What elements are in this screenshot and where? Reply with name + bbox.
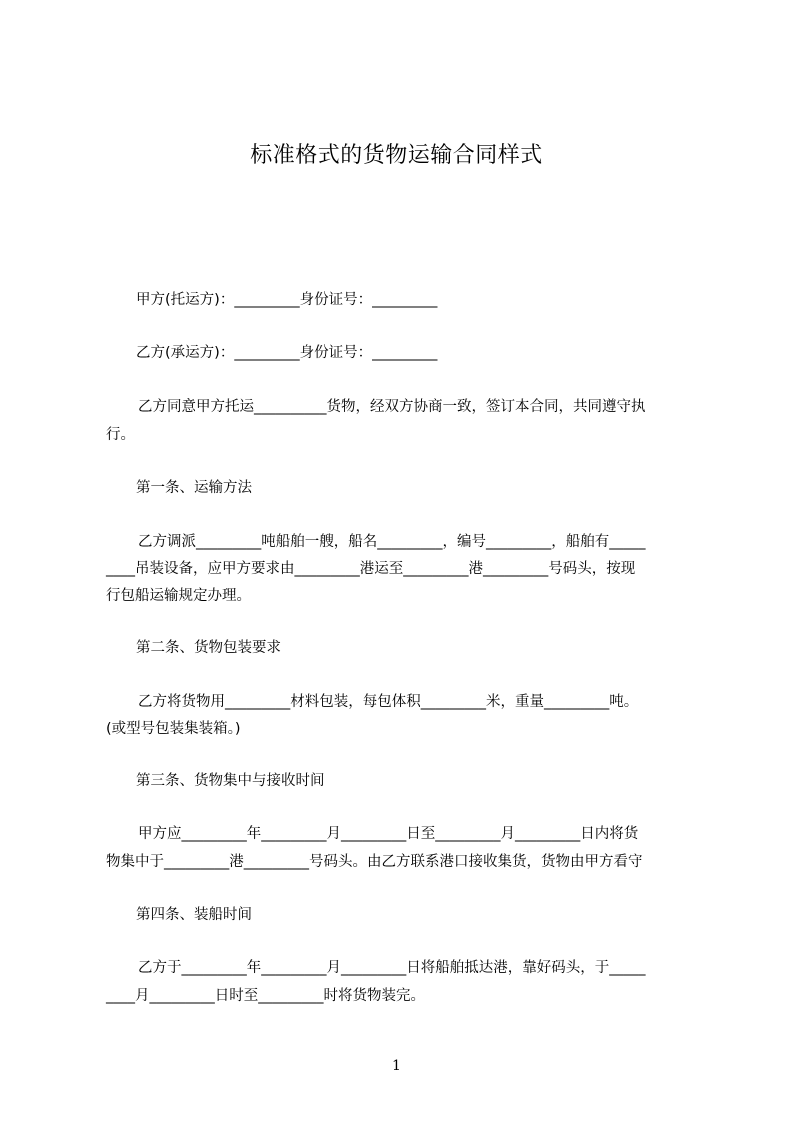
article-1-line-3: 行包船运输规定办理。 [106, 588, 251, 604]
party-b-line: 乙方(承运方)：_________身份证号：_________ [136, 345, 438, 361]
intro-paragraph-line-2: 行。 [106, 427, 135, 443]
article-1-line-2: ____吊装设备，应甲方要求由_________港运至_________港_________号码头，按现 [106, 561, 636, 577]
article-3-line-2: 物集中于_________港_________号码头。由乙方联系港口接收集货，货物由甲方看守 [106, 854, 643, 870]
article-4-line-1: 乙方于_________年_________月_________日将船舶抵达港，靠好码头，于_____ [138, 960, 646, 976]
article-2-line-2: (或型号包装集装箱。) [106, 721, 241, 737]
article-4-line-2: ____月_________日时至_________时将货物装完。 [106, 988, 425, 1004]
article-2-heading: 第二条、货物包装要求 [136, 640, 281, 656]
article-3-line-1: 甲方应_________年_________月_________日至_________月_________日内将货 [138, 826, 639, 842]
article-1-line-1: 乙方调派_________吨船舶一艘，船名_________，编号_________，船舶有_____ [138, 534, 646, 550]
page-number: 1 [392, 1058, 401, 1074]
article-3-heading: 第三条、货物集中与接收时间 [136, 773, 325, 789]
article-1-heading: 第一条、运输方法 [136, 480, 252, 496]
intro-paragraph-line-1: 乙方同意甲方托运__________货物，经双方协商一致，签订本合同，共同遵守执 [138, 399, 646, 415]
article-2-line-1: 乙方将货物用_________材料包装，每包体积_________米，重量_________吨。 [138, 694, 639, 710]
article-4-heading: 第四条、装船时间 [136, 907, 252, 923]
party-a-line: 甲方(托运方)：_________身份证号：_________ [136, 292, 438, 308]
document-title: 标准格式的货物运输合同样式 [250, 143, 543, 168]
